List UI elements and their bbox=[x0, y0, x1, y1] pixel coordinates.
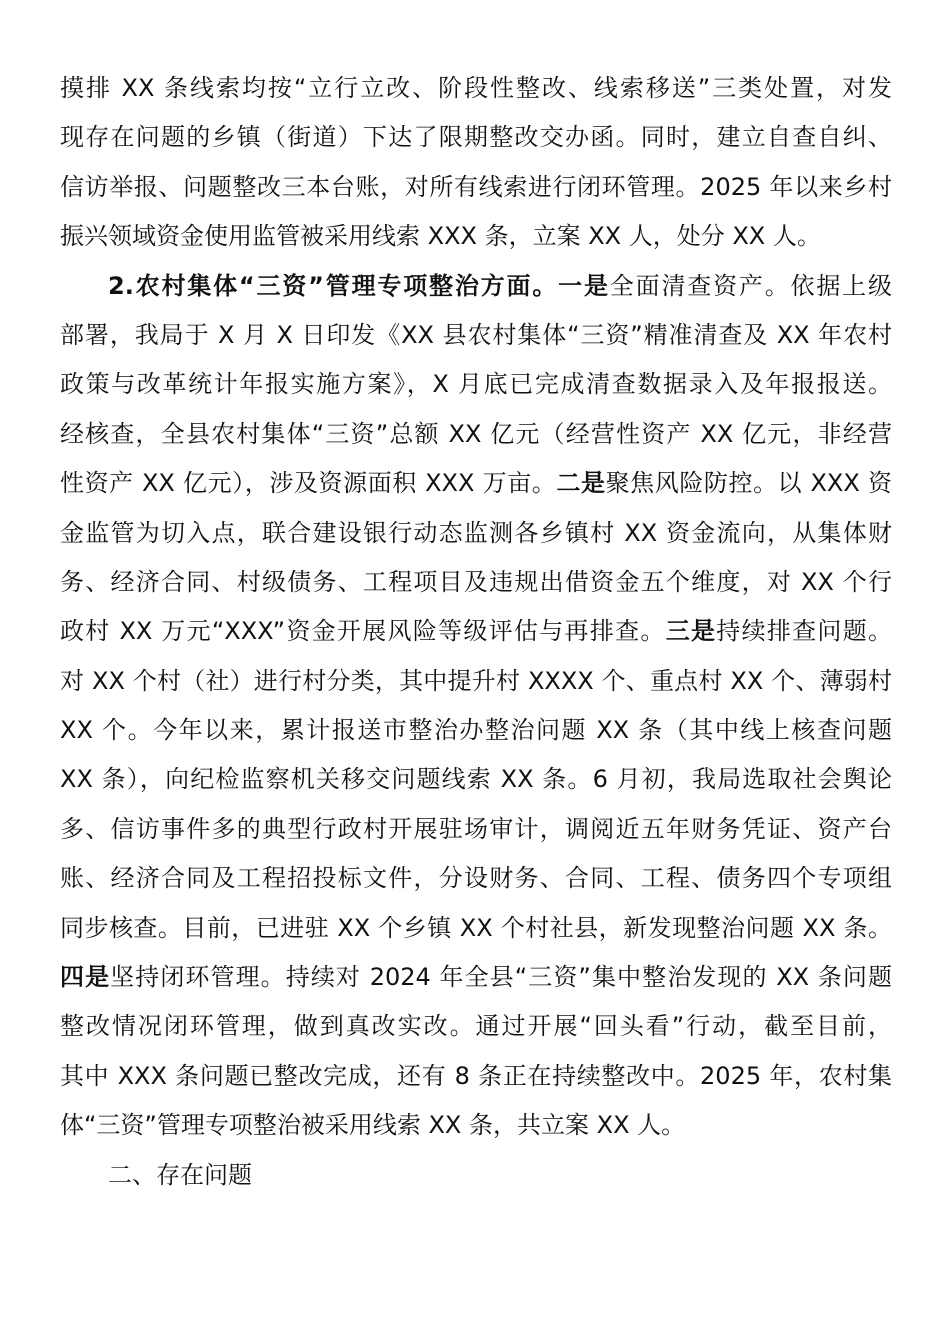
text-line: XX 个。今年以来，累计报送市整治办整治问题 XX 条（其中线上核查问题 bbox=[60, 716, 892, 745]
text-line bbox=[60, 607, 892, 656]
text-line: 务、经济合同、村级债务、工程项目及违规出借资金五个维度，对 XX 个行 bbox=[60, 567, 892, 596]
text-line: 其中 XXX 条问题已整改完成，还有 8 条正在持续整改中。2025 年，农村集 bbox=[60, 1061, 892, 1090]
text-line: 账、经济合同及工程招投标文件，分设财务、合同、工程、债务四个专项组 bbox=[60, 864, 892, 893]
point-label: 四是 bbox=[60, 963, 111, 992]
text-line: 政策与改革统计年报实施方案》，X 月底已完成清查数据录入及年报报送。 bbox=[60, 370, 892, 399]
text-line: 金监管为切入点，联合建设银行动态监测各乡镇村 XX 资金流向，从集体财 bbox=[60, 518, 892, 547]
text-span: 全面清查资产。依据上级 bbox=[609, 271, 893, 300]
point-label: 二是 bbox=[556, 469, 606, 498]
text-line bbox=[60, 262, 892, 311]
text-line: 整改情况闭环管理，做到真改实改。通过开展“回头看”行动，截至目前， bbox=[60, 1012, 892, 1041]
text-line bbox=[60, 953, 892, 1002]
text-line: 体“三资”管理专项整治被采用线索 XX 条，共立案 XX 人。 bbox=[60, 1111, 686, 1140]
text-span: 坚持闭环管理。持续对 2024 年全县“三资”集中整治发现的 XX 条问题 bbox=[110, 963, 893, 992]
document-page bbox=[60, 64, 892, 1200]
text-line: 摸排 XX 条线索均按“立行立改、阶段性整改、线索移送”三类处置，对发 bbox=[60, 74, 892, 102]
paragraph-three-assets-rectification bbox=[60, 262, 892, 1151]
text-line bbox=[60, 459, 892, 508]
section-heading-bold: 2.农村集体“三资”管理专项整治方面。 bbox=[108, 271, 559, 300]
text-span: 性资产 XX 亿元），涉及资源面积 XXX 万亩。 bbox=[60, 469, 557, 498]
text-line: 信访举报、问题整改三本台账，对所有线索进行闭环管理。2025 年以来乡村 bbox=[60, 172, 892, 201]
text-line: 同步核查。目前，已进驻 XX 个乡镇 XX 个村社县，新发现整治问题 XX 条。 bbox=[60, 913, 892, 942]
point-label: 一是 bbox=[558, 271, 610, 300]
text-line: 振兴领域资金使用监管被采用线索 XXX 条，立案 XX 人，处分 XX 人。 bbox=[60, 222, 821, 251]
text-line: 部署，我局于 X 月 X 日印发《XX 县农村集体“三资”精准清查及 XX 年农村 bbox=[60, 320, 892, 349]
text-line: 对 XX 个村（社）进行村分类，其中提升村 XXXX 个、重点村 XX 个、薄弱村 bbox=[60, 666, 892, 695]
text-line: 多、信访事件多的典型行政村开展驻场审计，调阅近五年财务凭证、资产台 bbox=[60, 814, 892, 843]
section-heading-problems: 二、存在问题 bbox=[108, 1160, 252, 1189]
text-line: XX 条），向纪检监察机关移交问题线索 XX 条。6 月初，我局选取社会舆论 bbox=[60, 765, 892, 794]
paragraph-rural-revitalization-funds bbox=[60, 64, 892, 262]
text-line: 现存在问题的乡镇（街道）下达了限期整改交办函。同时，建立自查自纠、 bbox=[60, 123, 892, 152]
text-span: 聚焦风险防控。以 XXX 资 bbox=[605, 469, 892, 498]
point-label: 三是 bbox=[665, 617, 717, 646]
text-span: 政村 XX 万元“XXX”资金开展风险等级评估与再排查。 bbox=[60, 617, 666, 646]
text-span: 持续排查问题。 bbox=[716, 617, 893, 646]
text-line: 经核查，全县农村集体“三资”总额 XX 亿元（经营性资产 XX 亿元，非经营 bbox=[60, 419, 892, 448]
